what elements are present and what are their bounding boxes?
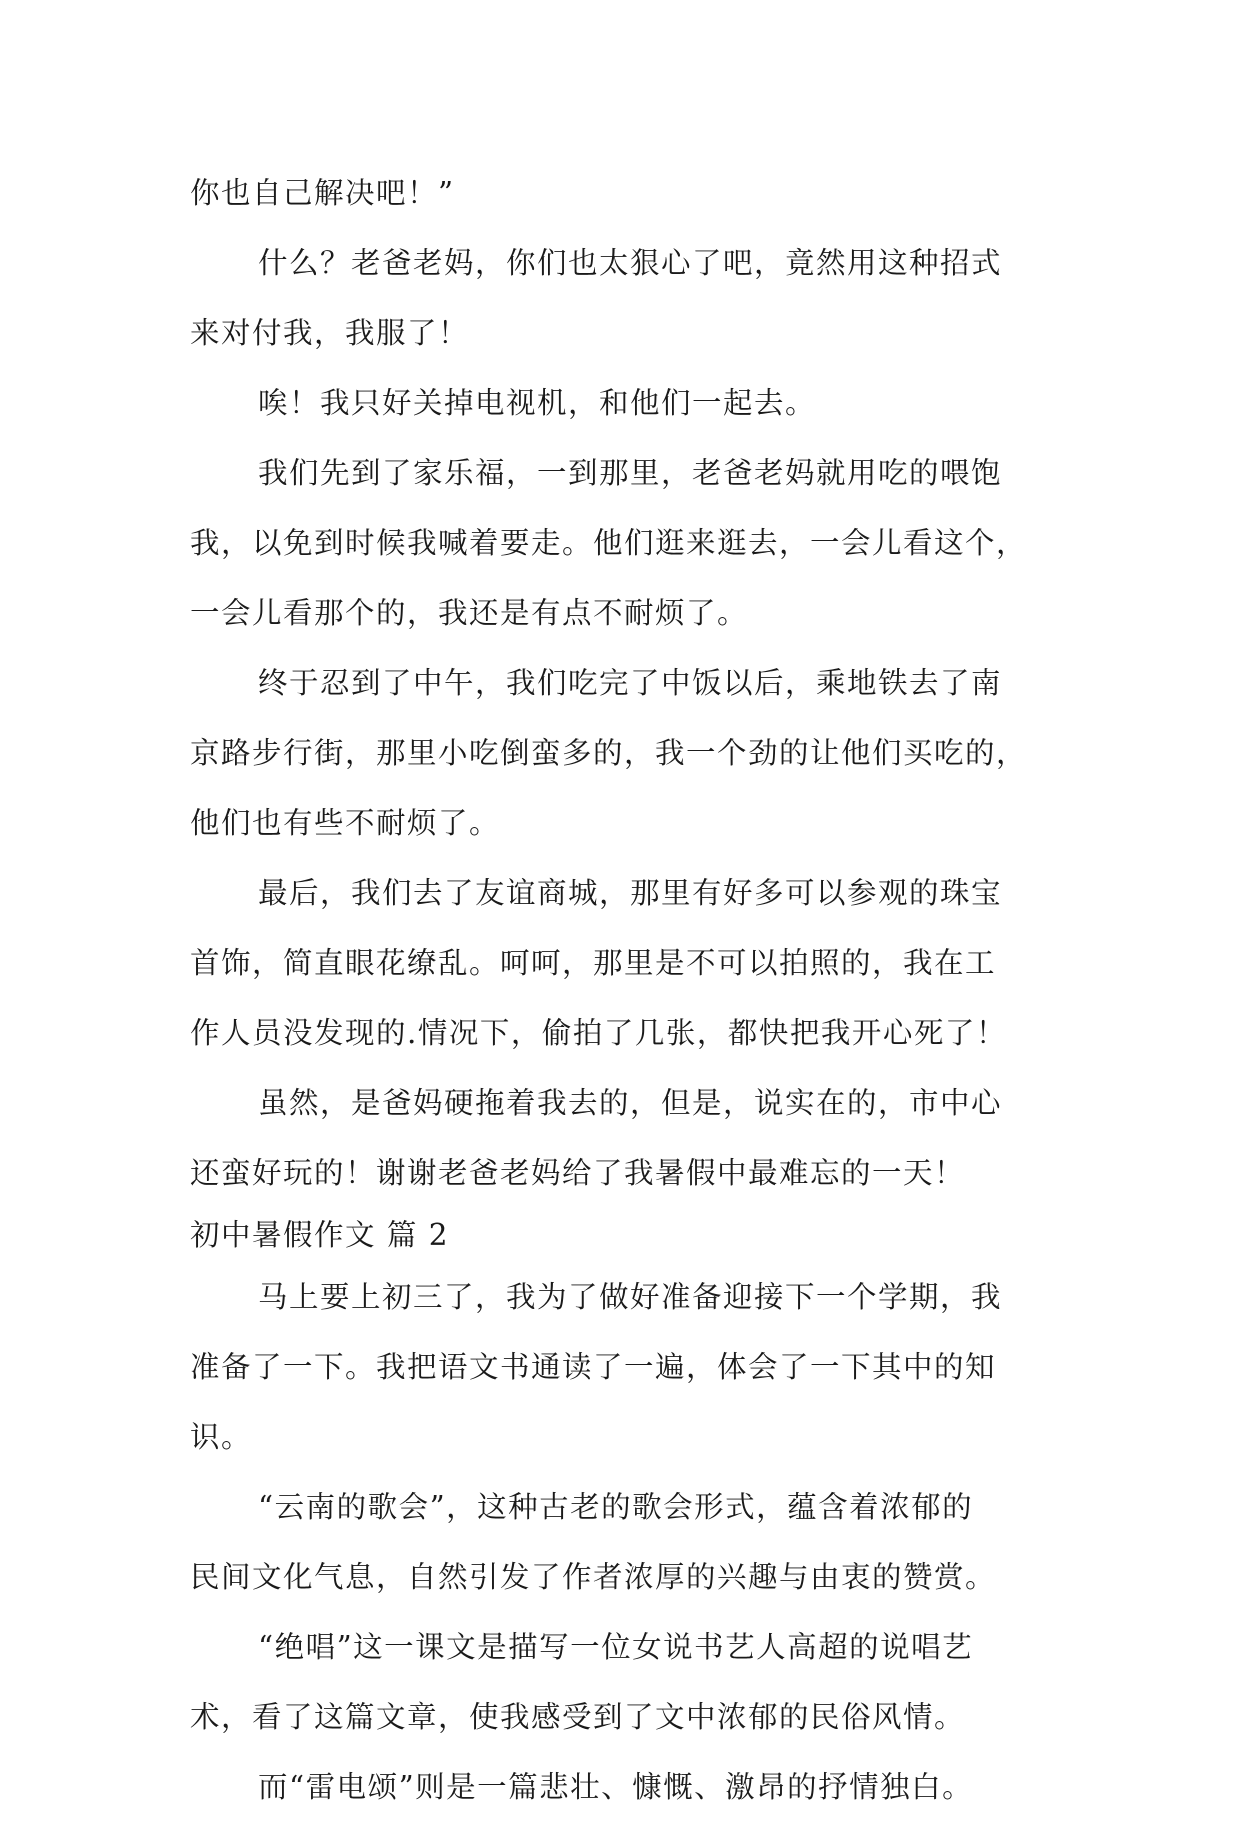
text-line: 什么？老爸老妈，你们也太狠心了吧，竟然用这种招式 bbox=[258, 246, 1003, 280]
text-line: 你也自己解决吧！” bbox=[190, 176, 455, 210]
text-line: 首饰，简直眼花缭乱。呵呵，那里是不可以拍照的，我在工 bbox=[190, 946, 997, 980]
text-line: 终于忍到了中午，我们吃完了中饭以后，乘地铁去了南 bbox=[258, 666, 1003, 700]
text-line: 马上要上初三了，我为了做好准备迎接下一个学期，我 bbox=[258, 1280, 1003, 1314]
text-line: 我们先到了家乐福，一到那里，老爸老妈就用吃的喂饱 bbox=[258, 456, 1003, 490]
text-line: 作人员没发现的.情况下，偷拍了几张，都快把我开心死了！ bbox=[190, 1016, 1007, 1050]
text-line: 来对付我，我服了！ bbox=[190, 316, 470, 350]
text-line: 还蛮好玩的！谢谢老爸老妈给了我暑假中最难忘的一天！ bbox=[190, 1156, 966, 1190]
section-heading: 初中暑假作文 篇 2 bbox=[190, 1218, 450, 1252]
text-line: 京路步行街，那里小吃倒蛮多的，我一个劲的让他们买吃的， bbox=[190, 736, 1028, 770]
text-line: 我，以免到时候我喊着要走。他们逛来逛去，一会儿看这个， bbox=[190, 526, 1028, 560]
text-line: 识。 bbox=[190, 1420, 253, 1454]
text-line: 他们也有些不耐烦了。 bbox=[190, 806, 501, 840]
text-line: 虽然，是爸妈硬拖着我去的，但是，说实在的，市中心 bbox=[258, 1086, 1003, 1120]
text-line: “云南的歌会”，这种古老的歌会形式，蕴含着浓郁的 bbox=[258, 1490, 974, 1524]
essay-body bbox=[190, 158, 1070, 1822]
text-line: “绝唱”这一课文是描写一位女说书艺人高超的说唱艺 bbox=[258, 1630, 974, 1664]
text-line: 唉！我只好关掉电视机，和他们一起去。 bbox=[258, 386, 817, 420]
text-line: 最后，我们去了友谊商城，那里有好多可以参观的珠宝 bbox=[258, 876, 1003, 910]
text-line: 而“雷电颂”则是一篇悲壮、慷慨、激昂的抒情独白。 bbox=[258, 1770, 974, 1804]
text-line: 一会儿看那个的，我还是有点不耐烦了。 bbox=[190, 596, 749, 630]
text-line: 术，看了这篇文章，使我感受到了文中浓郁的民俗风情。 bbox=[190, 1700, 966, 1734]
text-line: 准备了一下。我把语文书通读了一遍，体会了一下其中的知 bbox=[190, 1350, 997, 1384]
text-line: 民间文化气息，自然引发了作者浓厚的兴趣与由衷的赞赏。 bbox=[190, 1560, 997, 1594]
